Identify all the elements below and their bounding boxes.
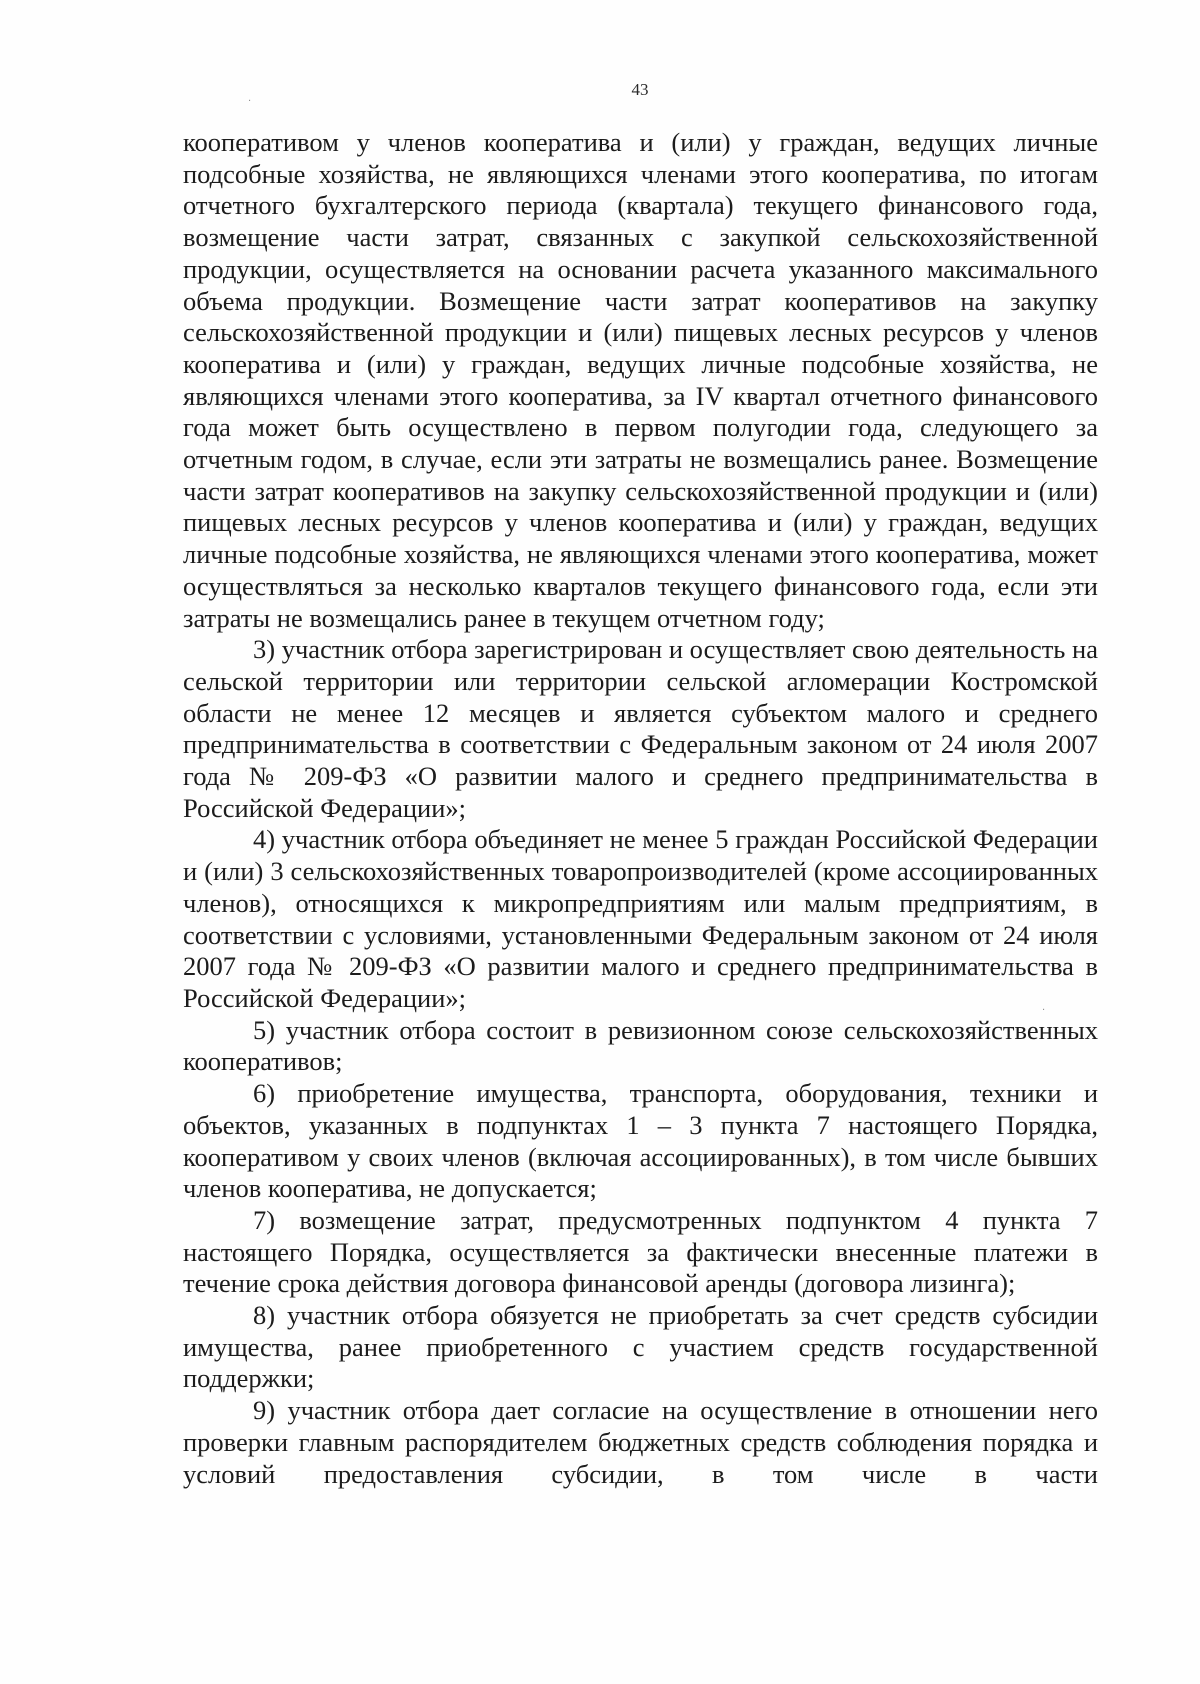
scan-speck: ·: [1042, 1005, 1046, 1016]
paragraph-item-8: 8) участник отбора обязуется не приобретать за счет средств субсидии имущества, ранее приобретенного с участием средств государственной поддержки;: [183, 1300, 1098, 1394]
scan-speck: ·: [248, 96, 252, 107]
paragraph-item-9: 9) участник отбора дает согласие на осуществление в отношении него проверки главным распорядителем бюджетных средств соблюдения порядка и условий предоставления субсидии, в том числе в части: [183, 1395, 1098, 1489]
page-number: 43: [631, 80, 649, 99]
paragraph-item-4: 4) участник отбора объединяет не менее 5 граждан Российской Федерации и (или) 3 сельскохозяйственных товаропроизводителей (кроме ассоциированных членов), относящихся к микропредприятиям или малым предприятиям, в соответствии с условиями, установленными Федеральным законом от 24 июля 2007 года № 209-ФЗ «О развитии малого и среднего предпринимательства в Российской Федерации»;: [183, 824, 1098, 1013]
paragraph-item-5: 5) участник отбора состоит в ревизионном союзе сельскохозяйственных кооперативов;: [183, 1014, 1098, 1077]
paragraph-continuation: кооперативом у членов кооператива и (или) у граждан, ведущих личные подсобные хозяйства, не являющихся членами этого кооператива, по итогам отчетного бухгалтерского периода (квартала) текущего финансового года, возмещение части затрат, связанных с закупкой сельскохозяйственной продукции, осуществляется на основании расчета указанного максимального объема продукции. Возмещение части затрат кооперативов на закупку сельскохозяйственной продукции и (или) пищевых лесных ресурсов у членов кооператива и (или) у граждан, ведущих личные подсобные хозяйства, не являющихся членами этого кооператива, за IV квартал отчетного финансового года может быть осуществлено в первом полугодии года, следующего за отчетным годом, в случае, если эти затраты не возмещались ранее. Возмещение части затрат кооперативов на закупку сельскохозяйственной продукции и (или) пищевых лесных ресурсов у членов кооператива и (или) у граждан, ведущих личные подсобные хозяйства, не являющихся членами этого кооператива, может осуществляться за несколько кварталов текущего финансового года, если эти затраты не возмещались ранее в текущем отчетном году;: [183, 127, 1098, 633]
paragraph-item-7: 7) возмещение затрат, предусмотренных подпунктом 4 пункта 7 настоящего Порядка, осуществляется за фактически внесенные платежи в течение срока действия договора финансовой аренды (договора лизинга);: [183, 1204, 1098, 1299]
paragraph-item-6: 6) приобретение имущества, транспорта, оборудования, техники и объектов, указанных в подпунктах 1 – 3 пункта 7 настоящего Порядка, кооперативом у своих членов (включая ассоциированных), в том числе бывших членов кооператива, не допускается;: [183, 1078, 1098, 1204]
paragraph-item-3: 3) участник отбора зарегистрирован и осуществляет свою деятельность на сельской территории или территории сельской агломерации Костромской области не менее 12 месяцев и является субъектом малого и среднего предпринимательства в соответствии с Федеральным законом от 24 июля 2007 года № 209-ФЗ «О развитии малого и среднего предпринимательства в Российской Федерации»;: [183, 634, 1098, 823]
document-body: [183, 127, 1098, 1490]
